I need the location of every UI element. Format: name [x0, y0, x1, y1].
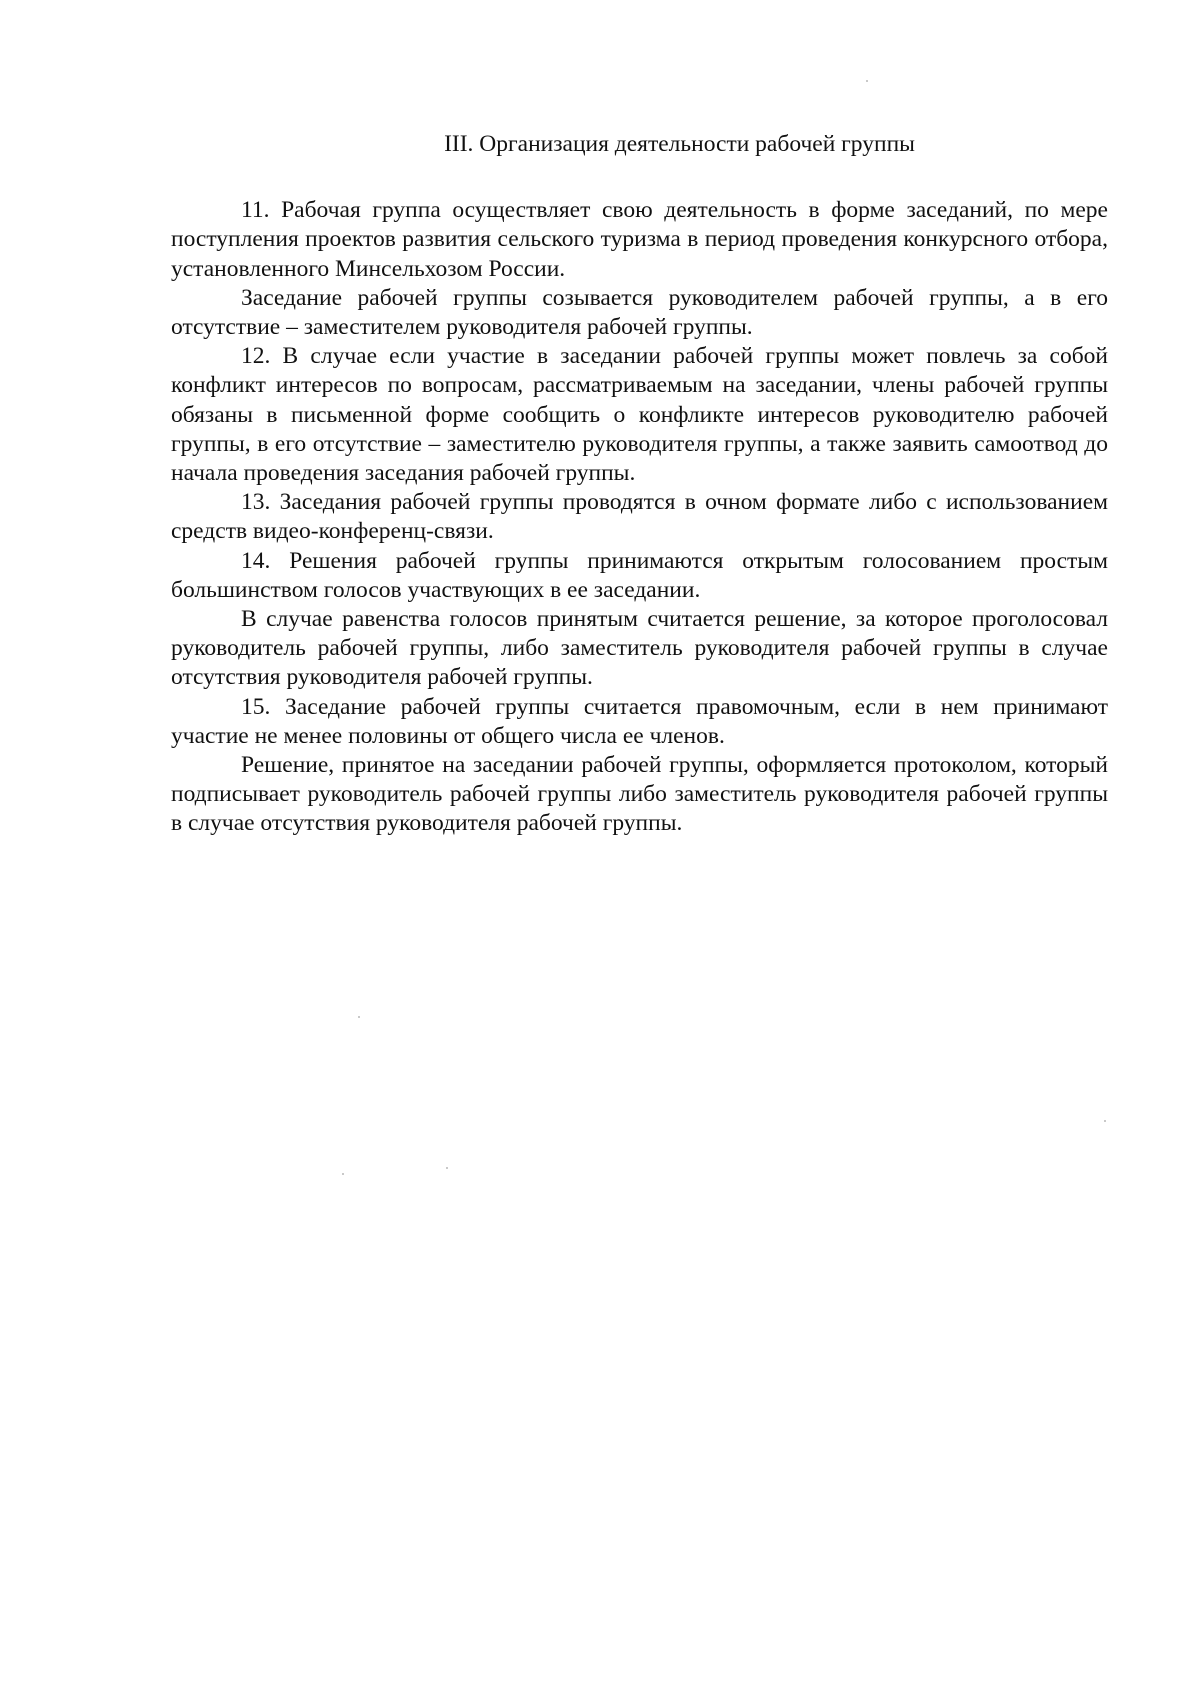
document-body	[171, 130, 1108, 839]
scan-speck	[358, 1016, 360, 1018]
paragraph-13: 13. Заседания рабочей группы проводятся в очном формате либо с использованием средств видео-конференц-связи.	[171, 489, 1108, 545]
scan-speck	[446, 1167, 448, 1169]
paragraph-14-tie-vote: В случае равенства голосов принятым считается решение, за которое проголосовал руководитель рабочей группы, либо заместитель руководителя рабочей группы в случае отсутствия руководителя рабочей группы.	[171, 606, 1108, 691]
scan-speck	[342, 1173, 344, 1175]
section-title: III. Организация деятельности рабочей группы	[444, 131, 915, 157]
paragraph-11-meeting-convening: Заседание рабочей группы созывается руководителем рабочей группы, а в его отсутствие – заместителем руководителя рабочей группы.	[171, 284, 1108, 341]
paragraph-15: 15. Заседание рабочей группы считается правомочным, если в нем принимают участие не менее половины от общего числа ее членов.	[171, 693, 1108, 749]
scan-speck	[1104, 1120, 1106, 1122]
scan-speck	[866, 80, 868, 82]
paragraph-12: 12. В случае если участие в заседании рабочей группы может повлечь за собой конфликт интересов по вопросам, рассматриваемым на заседании, члены рабочей группы обязаны в письменной форме сообщить о конфликте интересов руководителю рабочей группы, в его отсутствие – заместителю руководителя группы, а также заявить самоотвод до начала проведения заседания рабочей группы.	[171, 343, 1108, 487]
paragraph-14: 14. Решения рабочей группы принимаются открытым голосованием простым большинством голосов участвующих в ее заседании.	[171, 547, 1108, 603]
paragraph-15-protocol: Решение, принятое на заседании рабочей группы, оформляется протоколом, который подписывает руководитель рабочей группы либо заместитель руководителя рабочей группы в случае отсутствия руководителя рабочей группы.	[171, 752, 1108, 837]
paragraph-11: 11. Рабочая группа осуществляет свою деятельность в форме заседаний, по мере поступления проектов развития сельского туризма в период проведения конкурсного отбора, установленного Минсельхозом России.	[171, 197, 1108, 282]
